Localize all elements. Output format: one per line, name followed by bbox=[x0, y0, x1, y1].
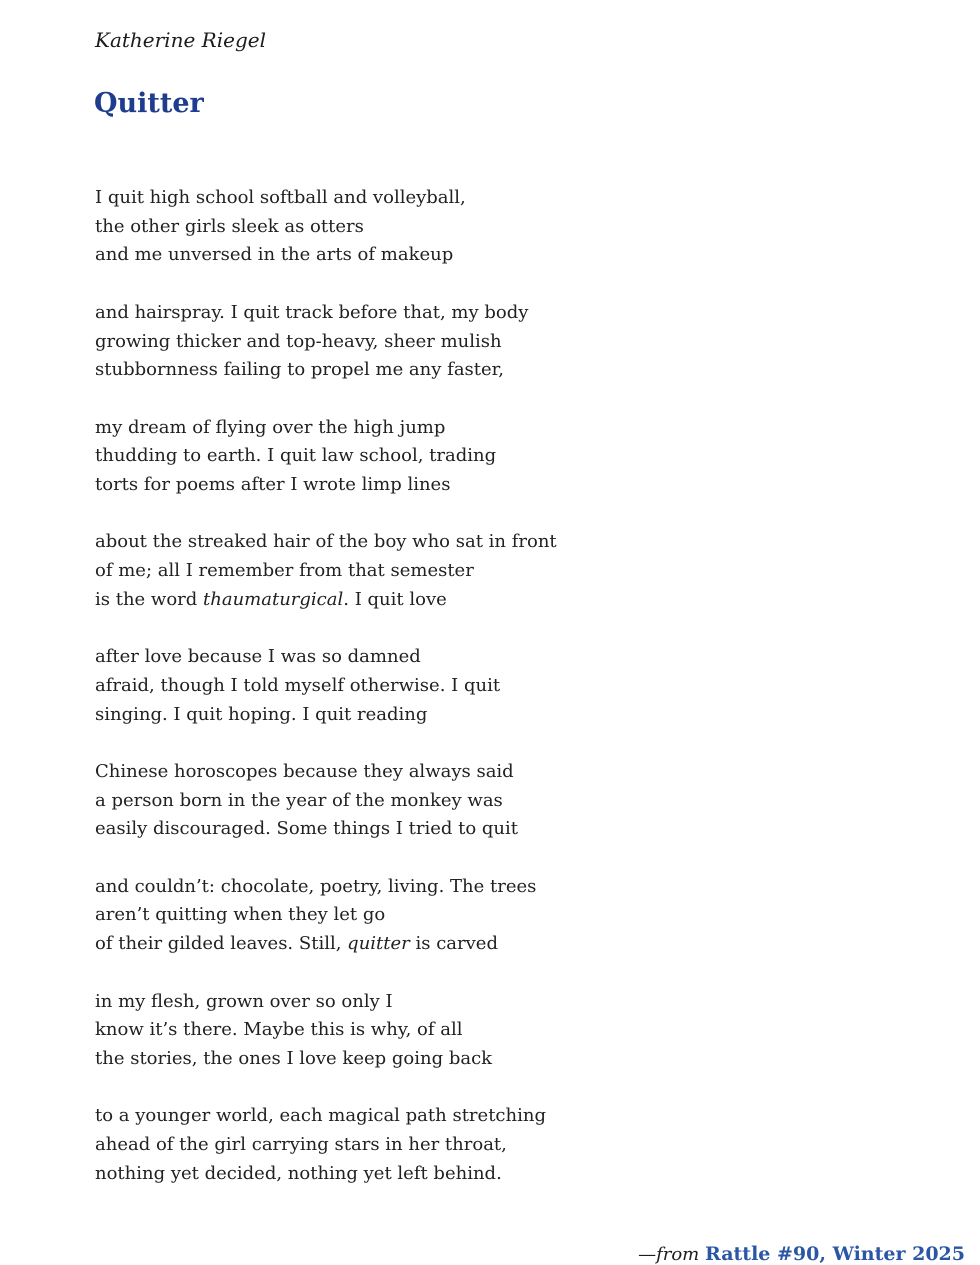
poem-line-segment: aren’t quitting when they let go bbox=[95, 904, 386, 926]
poem-line-italic-segment: quitter bbox=[347, 933, 410, 955]
stanza bbox=[95, 758, 557, 844]
poem-line-segment: of me; all I remember from that semester bbox=[95, 560, 474, 582]
stanza bbox=[95, 184, 557, 270]
poem-line-segment: my dream of flying over the high jump bbox=[95, 416, 446, 438]
poem-line bbox=[95, 1016, 557, 1045]
attribution-source-link[interactable]: Rattle #90, Winter 2025 bbox=[704, 1243, 965, 1265]
poem-line-segment: the other girls sleek as otters bbox=[95, 215, 364, 237]
poem-line-segment: is the word bbox=[95, 588, 204, 610]
stanza bbox=[95, 988, 557, 1074]
poem-line-segment: of their gilded leaves. Still, bbox=[95, 933, 348, 955]
poem-line-segment: Chinese horoscopes because they always said bbox=[95, 760, 514, 782]
poem-line-segment: to a younger world, each magical path stretching bbox=[95, 1105, 546, 1127]
poem-line-segment: is carved bbox=[409, 933, 498, 955]
poem-line bbox=[95, 701, 557, 730]
poem-line-segment: I quit high school softball and volleyball, bbox=[95, 187, 466, 208]
poem-line bbox=[95, 442, 557, 471]
poem-line bbox=[95, 930, 557, 959]
stanza bbox=[95, 414, 557, 500]
poem-line-segment: in my flesh, grown over so only I bbox=[95, 990, 393, 1012]
poem-line bbox=[95, 1160, 557, 1189]
poem-line bbox=[95, 557, 557, 586]
poem-line bbox=[95, 873, 557, 902]
poem-line bbox=[95, 528, 557, 557]
poem-line bbox=[95, 356, 557, 385]
poem-line-segment: know it’s there. Maybe this is why, of all bbox=[95, 1019, 463, 1041]
poem-line bbox=[95, 1102, 557, 1131]
poem-line-segment: growing thicker and top-heavy, sheer mulish bbox=[95, 330, 502, 352]
attribution bbox=[615, 1216, 965, 1265]
poem-line bbox=[95, 1045, 557, 1074]
poem-line-segment: and me unversed in the arts of makeup bbox=[95, 244, 454, 266]
poem-line bbox=[95, 471, 557, 500]
poem-line-segment: thudding to earth. I quit law school, trading bbox=[95, 445, 497, 467]
poem-line-segment: singing. I quit hoping. I quit reading bbox=[95, 703, 428, 725]
poem-line-segment: nothing yet decided, nothing yet left behind. bbox=[95, 1162, 502, 1184]
stanza bbox=[95, 643, 557, 729]
poem-line-segment: the stories, the ones I love keep going back bbox=[95, 1047, 493, 1069]
poem-line bbox=[95, 213, 557, 242]
poem-line bbox=[95, 299, 557, 328]
poem-line bbox=[95, 901, 557, 930]
stanza bbox=[95, 1102, 557, 1188]
poem-line bbox=[95, 758, 557, 787]
poem-line-segment: stubbornness failing to propel me any faster, bbox=[95, 359, 505, 381]
poem-line-segment: and hairspray. I quit track before that, my body bbox=[95, 301, 529, 323]
poem-body bbox=[95, 184, 557, 1188]
poem-line-segment: torts for poems after I wrote limp lines bbox=[95, 474, 451, 495]
stanza bbox=[95, 528, 557, 614]
author-name: Katherine Riegel bbox=[95, 28, 266, 52]
stanza bbox=[95, 299, 557, 385]
poem-line-segment: ahead of the girl carrying stars in her throat, bbox=[95, 1134, 507, 1156]
poem-line-segment: a person born in the year of the monkey was bbox=[95, 789, 503, 811]
poem-line bbox=[95, 787, 557, 816]
poem-line bbox=[95, 414, 557, 443]
poem-line-segment: easily discouraged. Some things I tried to quit bbox=[95, 818, 519, 840]
poem-line bbox=[95, 328, 557, 357]
poem-line bbox=[95, 815, 557, 844]
poem-line bbox=[95, 1131, 557, 1160]
poem-line bbox=[95, 672, 557, 701]
poem-line-segment: . I quit love bbox=[343, 588, 447, 610]
poem-line-italic-segment: thaumaturgical bbox=[203, 588, 344, 610]
poem-line-segment: afraid, though I told myself otherwise. I quit bbox=[95, 674, 501, 696]
poem-line-segment: and couldn’t: chocolate, poetry, living. The trees bbox=[95, 875, 537, 897]
poem-line-segment: about the streaked hair of the boy who sat in front bbox=[95, 531, 557, 553]
poem-line bbox=[95, 586, 557, 615]
stanza bbox=[95, 873, 557, 959]
poem-line bbox=[95, 184, 557, 213]
poem-line bbox=[95, 643, 557, 672]
poem-line bbox=[95, 241, 557, 270]
poem-line bbox=[95, 988, 557, 1017]
poem-line-segment: after love because I was so damned bbox=[95, 646, 421, 668]
poem-title: Quitter bbox=[94, 88, 204, 119]
attribution-from-text: —from bbox=[638, 1244, 705, 1265]
